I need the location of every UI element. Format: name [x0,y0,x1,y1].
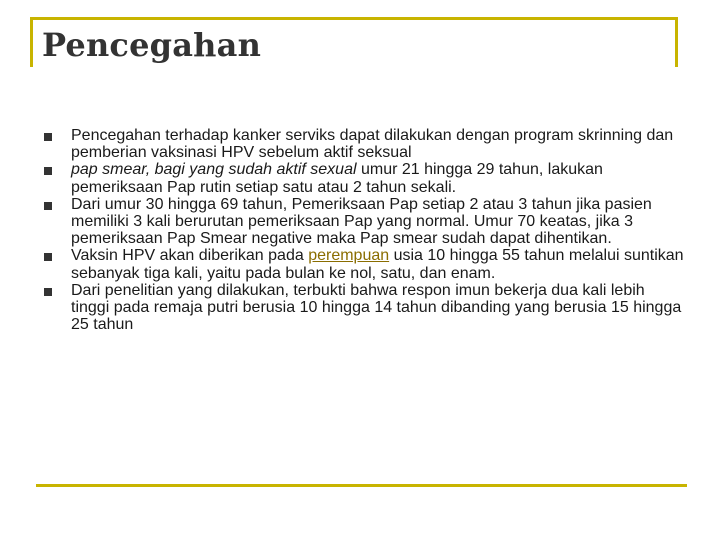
bullet-text: Pencegahan terhadap kanker serviks dapat dilakukan dengan program skrinning dan pemberian vaksinasi HPV sebelum aktif seksual [71,127,674,162]
frame-right-rule [675,17,678,67]
bullet-item [44,247,684,281]
perempuan-link[interactable]: perempuan [308,247,390,265]
bullet-text-before-link: Vaksin HPV akan diberikan pada [71,247,309,265]
frame-left-rule [30,17,33,67]
slide-title: Pencegahan [42,26,262,64]
bullet-text: Dari penelitian yang dilakukan, terbukti bahwa respon imun bekerja dua kali lebih tinggi pada remaja putri berusia 10 hingga 14 tahun dibanding yang berusia 15 hingga 25 tahun [71,281,682,334]
square-bullet-icon [44,133,52,141]
bullet-item [44,127,684,161]
bullet-item [44,161,684,195]
square-bullet-icon [44,253,52,261]
bullet-italic-lead: pap smear, bagi yang sudah aktif sexual [71,161,357,179]
bullet-item [44,282,684,334]
square-bullet-icon [44,202,52,210]
frame-bottom-rule [36,484,687,487]
bullet-item [44,196,684,248]
frame-top-rule [30,17,678,20]
bullet-text-after-link: usia 10 hingga 55 tahun melalui suntikan sebanyak tiga kali, yaitu pada bulan ke nol, satu, dan enam. [71,247,684,282]
bullet-text: Dari umur 30 hingga 69 tahun, Pemeriksaan Pap setiap 2 atau 3 tahun jika pasien memiliki 3 kali berurutan pemeriksaan Pap yang normal. Umur 70 keatas, jika 3 pemeriksaan Pap Smear negative maka Pap smear sudah dapat dihentikan. [71,195,652,248]
square-bullet-icon [44,288,52,296]
bullet-text: umur 21 hingga 29 tahun, lakukan pemeriksaan Pap rutin setiap satu atau 2 tahun sekali. [71,161,603,196]
bullet-list [44,127,684,333]
square-bullet-icon [44,167,52,175]
